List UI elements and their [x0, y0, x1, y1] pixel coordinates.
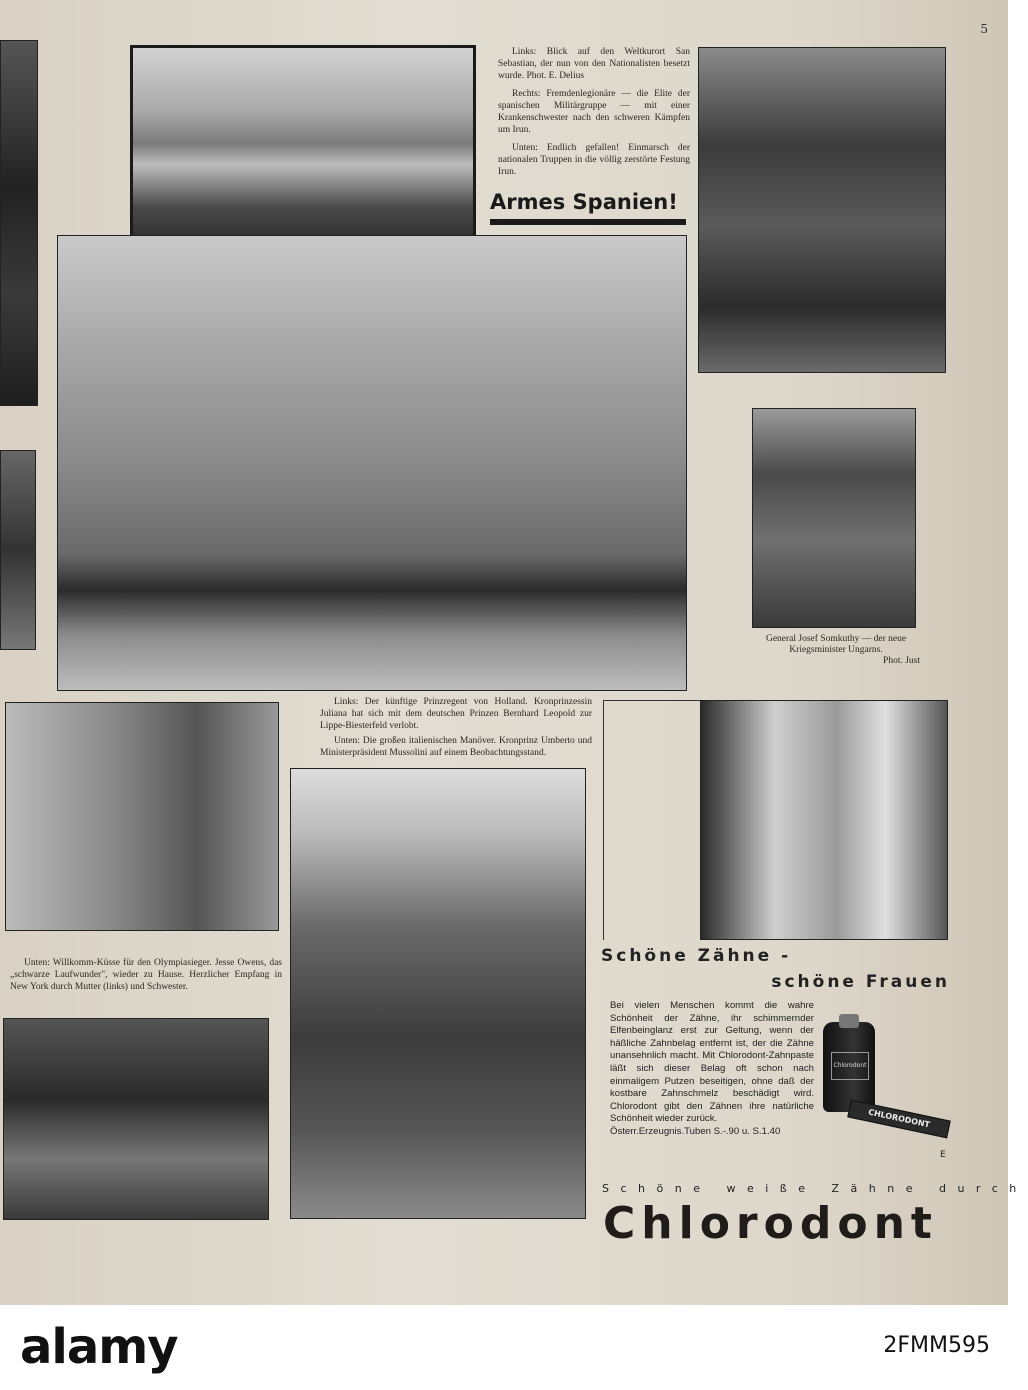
bottle-cap: [839, 1014, 859, 1028]
partial-photo-left-top: [0, 40, 38, 406]
holland-italy-captions: [320, 696, 592, 765]
credit-general: Phot. Just: [883, 656, 920, 666]
photo-general: [752, 408, 916, 628]
ad-body: [610, 1000, 814, 1139]
photo-legionnaires: [698, 47, 946, 373]
ad-headline-1: Schöne Zähne -: [601, 946, 792, 966]
spain-captions: [498, 46, 690, 184]
caption-prince: Links: Der künftige Prinzregent von Holland. Kronprinzessin Juliana hat sich mit dem deutschen Prinzen Bernhard Leopold zur Lippe-Biesterfeld verlobt.: [320, 697, 592, 731]
ad-headline-2: schöne Frauen: [771, 972, 950, 992]
caption-owens: [10, 957, 282, 999]
headline-rule: [490, 219, 686, 225]
watermark-image-id: 2FMM595: [883, 1333, 990, 1358]
caption-maneuvers: Unten: Die großen italienischen Manöver. Kronprinz Umberto und Ministerpräsident Mussolini auf einem Beobachtungsstand.: [320, 736, 592, 758]
photo-prince-bernhard: [5, 702, 279, 931]
caption-general-text: General Josef Somkuthy — der neue Kriegsminister Ungarns.: [765, 634, 907, 655]
photo-irun-troops: [57, 235, 687, 691]
photo-jesse-owens: [3, 1018, 269, 1220]
headline-armes-spanien: Armes Spanien!: [490, 190, 678, 214]
caption-general: [752, 634, 920, 667]
photo-mussolini-maneuvers: [290, 768, 586, 1219]
ad-tagline: Schöne weiße Zähne durch: [602, 1182, 1028, 1195]
ad-bottle-illustration: [823, 1022, 875, 1112]
bottle-label: Chlorodont: [831, 1052, 869, 1080]
watermark-strip: [0, 1305, 1008, 1390]
ad-marker: E: [940, 1150, 946, 1160]
ad-tube-illustration: CHLORODONT: [847, 1100, 951, 1139]
caption-san-sebastian: Links: Blick auf den Weltkurort San Sebastian, der nun von den Nationalisten besetzt wurde. Phot. E. Delius: [498, 47, 690, 81]
photo-san-sebastian: [130, 45, 476, 263]
caption-irun: Unten: Endlich gefallen! Einmarsch der nationalen Truppen in die völlig zerstörte Festung Irun.: [498, 143, 690, 177]
page-number: 5: [980, 22, 988, 36]
watermark-logo: alamy: [20, 1319, 178, 1375]
ad-body-text: Bei vielen Menschen kommt die wahre Schönheit der Zähne, ihr schimmernder Elfenbeinglanz erst zur Geltung, wenn der häßliche Zahnbelag entfernt ist, der die Zähne unansehnlich macht. Mit Chlorodont-Zahnpaste läßt sich dieser Belag oft schon nach einmaligem Putzen beseitigen, ohne daß der kostbare Zahnschmelz beschädigt wird. Chlorodont gibt den Zähnen ihre natürliche Schönheit wieder zurück.: [610, 1000, 814, 1125]
caption-legionnaires: Rechts: Fremdenlegionäre — die Elite der spanischen Militärgruppe — mit einer Krankenschwester nach den schweren Kämpfen um Irun.: [498, 89, 690, 135]
ad-brand-chlorodont: Chlorodont: [603, 1198, 938, 1249]
partial-photo-left-bottom: [0, 450, 36, 650]
ad-price: Österr.Erzeugnis.Tuben S.-.90 u. S.1.40: [610, 1125, 781, 1137]
ad-photo-women: [700, 700, 948, 940]
caption-owens-text: Unten: Willkomm-Küsse für den Olympiasieger. Jesse Owens, das „schwarze Laufwunder", wieder zu Hause. Herzlicher Empfang in New York durch Mutter (links) und Schwester.: [10, 958, 282, 992]
